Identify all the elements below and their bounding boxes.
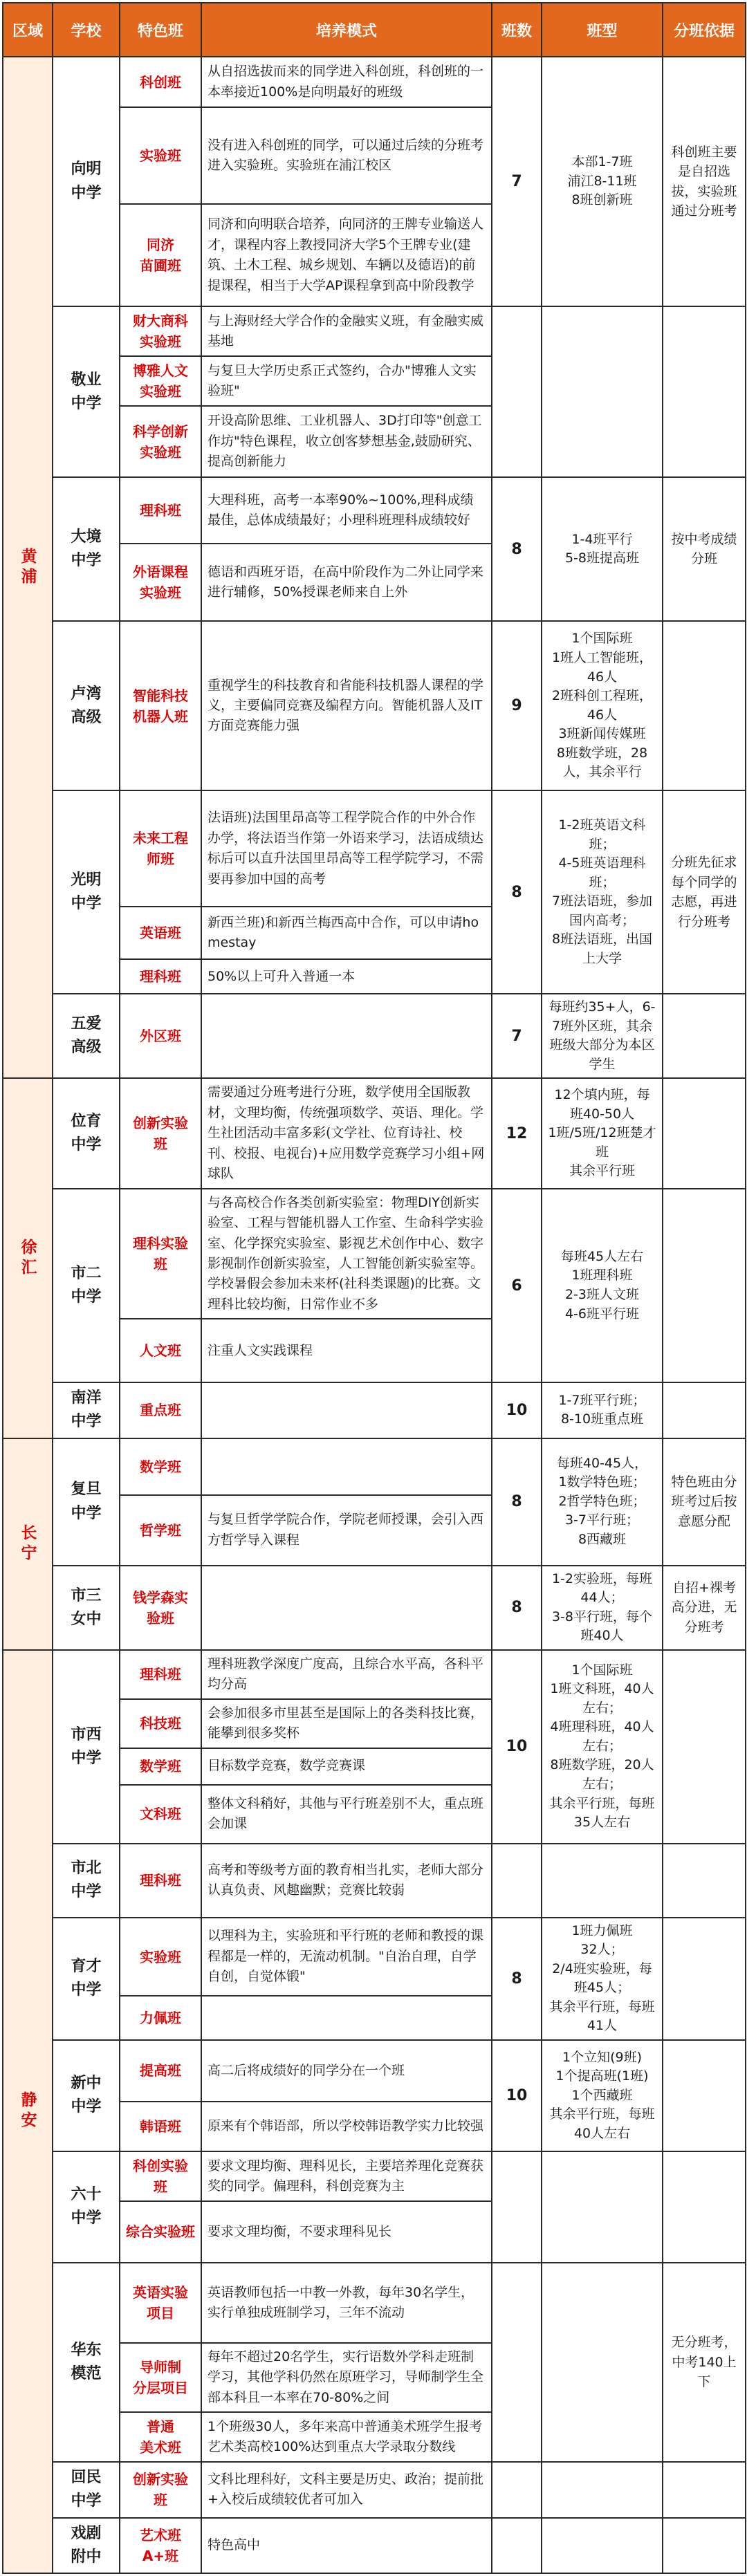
header-row bbox=[3, 3, 746, 57]
table-row bbox=[3, 1382, 746, 1438]
training-mode-cell: 与复旦哲学学院合作，学院老师授课，会引入西方哲学导入课程 bbox=[201, 1495, 492, 1566]
class-count-cell: 8 bbox=[492, 1566, 542, 1650]
table-row bbox=[3, 2518, 746, 2573]
district-cell: 静安 bbox=[3, 1650, 53, 2573]
training-mode-cell bbox=[201, 1566, 492, 1650]
feature-class-cell: 外区班 bbox=[120, 994, 201, 1078]
school-class-table bbox=[2, 2, 746, 2574]
training-mode-cell: 高考和等级考方面的教育相当扎实，老师大部分认真负责、风趣幽默；竞赛比较弱 bbox=[201, 1844, 492, 1918]
feature-class-cell: 理科班 bbox=[120, 1650, 201, 1699]
school-name-cell: 卢湾 高级 bbox=[53, 621, 120, 790]
class-count-cell: 8 bbox=[492, 790, 542, 994]
header-split-basis: 分班依据 bbox=[663, 3, 746, 57]
class-type-cell bbox=[542, 2151, 663, 2263]
feature-class-cell: 实验班 bbox=[120, 107, 201, 204]
school-name-cell: 新中 中学 bbox=[53, 2040, 120, 2151]
class-type-cell: 1个国际班 1班文科班，40人左右； 4班理科班，40人左右； 8班数学班，20人左右； 其余平行班，每班35人左右 bbox=[542, 1650, 663, 1844]
class-count-cell: 10 bbox=[492, 1382, 542, 1438]
split-basis-cell: 自招+裸考高分进，无分班考 bbox=[663, 1566, 746, 1650]
split-basis-cell bbox=[663, 1918, 746, 2040]
school-name-cell: 大境 中学 bbox=[53, 477, 120, 621]
feature-class-cell: 文科班 bbox=[120, 1785, 201, 1844]
class-count-cell bbox=[492, 2518, 542, 2573]
class-type-cell bbox=[542, 306, 663, 477]
table-row bbox=[3, 1078, 746, 1188]
class-count-cell bbox=[492, 2263, 542, 2462]
class-count-cell: 8 bbox=[492, 1918, 542, 2040]
training-mode-cell: 与复旦大学历史系正式签约，合办"博雅人文实验班" bbox=[201, 356, 492, 406]
split-basis-cell: 特色班由分班考过后按意愿分配 bbox=[663, 1438, 746, 1566]
table-row bbox=[3, 994, 746, 1078]
split-basis-cell bbox=[663, 1382, 746, 1438]
training-mode-cell: 法语班)法国里昂高等工程学院合作的中外合作办学，将法语当作第一外语来学习，法语成绩达标后可以直升法国里昂高等工程学院学习，不需要再参加中国的高考 bbox=[201, 790, 492, 907]
feature-class-cell: 人文班 bbox=[120, 1319, 201, 1382]
class-type-cell: 1个立知(9班) 1个提高班(1班) 1个西藏班 其余平行班，每班40人左右 bbox=[542, 2040, 663, 2151]
training-mode-cell: 注重人文实践课程 bbox=[201, 1319, 492, 1382]
school-name-cell: 华东 模范 bbox=[53, 2263, 120, 2462]
feature-class-cell: 英语班 bbox=[120, 907, 201, 959]
training-mode-cell: 同济和向明联合培养，向同济的王牌专业输送人才，课程内容上教授同济大学5个王牌专业(建筑、土木工程、城乡规划、车辆以及德语)的前提课程，相当于大学AP课程拿到高中阶段教学 bbox=[201, 204, 492, 306]
training-mode-cell: 以理科为主，实验班和平行班的老师和教授的课程都是一样的，无流动机制。"自治自理，自学自创，自觉体锻" bbox=[201, 1918, 492, 1996]
class-count-cell: 8 bbox=[492, 477, 542, 621]
feature-class-cell: 智能科技 机器人班 bbox=[120, 621, 201, 790]
table-row bbox=[3, 621, 746, 790]
split-basis-cell bbox=[663, 1189, 746, 1383]
table-row bbox=[3, 1189, 746, 1319]
school-name-cell: 市北 中学 bbox=[53, 1844, 120, 1918]
class-count-cell bbox=[492, 2151, 542, 2263]
feature-class-cell: 创新实验 班 bbox=[120, 2462, 201, 2517]
class-type-cell: 每班约35+人，6-7班外区班，其余班级大部分为本区学生 bbox=[542, 994, 663, 1078]
table-row bbox=[3, 1438, 746, 1495]
feature-class-cell: 科创实验 班 bbox=[120, 2151, 201, 2201]
class-type-cell: 1班力佩班 32人； 2/4班实验班，每班45人； 其余平行班，每班41人 bbox=[542, 1918, 663, 2040]
table-row bbox=[3, 2462, 746, 2517]
split-basis-cell: 无分班考，中考140上下 bbox=[663, 2263, 746, 2462]
school-name-cell: 戏剧 附中 bbox=[53, 2518, 120, 2573]
training-mode-cell bbox=[201, 1996, 492, 2040]
header-district: 区域 bbox=[3, 3, 53, 57]
feature-class-cell: 导师制 分层项目 bbox=[120, 2343, 201, 2412]
feature-class-cell: 财大商科 实验班 bbox=[120, 306, 201, 356]
class-count-cell: 12 bbox=[492, 1078, 542, 1188]
header-school: 学校 bbox=[53, 3, 120, 57]
split-basis-cell bbox=[663, 306, 746, 477]
feature-class-cell: 外语课程 实验班 bbox=[120, 544, 201, 621]
feature-class-cell: 艺术班 A+班 bbox=[120, 2518, 201, 2573]
table-row bbox=[3, 1918, 746, 1996]
feature-class-cell: 科学创新 实验班 bbox=[120, 406, 201, 477]
table-row bbox=[3, 2040, 746, 2102]
class-type-cell: 本部1-7班 浦江8-11班 8班创新班 bbox=[542, 57, 663, 306]
training-mode-cell: 没有进入科创班的同学，可以通过后续的分班考进入实验班。实验班在浦江校区 bbox=[201, 107, 492, 204]
school-name-cell: 六十 中学 bbox=[53, 2151, 120, 2263]
class-type-cell: 1-2班英语文科班； 4-5班英语理科班； 7班法语班，参加国内高考； 8班法语班，出国上大学 bbox=[542, 790, 663, 994]
training-mode-cell: 50%以上可升入普通一本 bbox=[201, 959, 492, 994]
feature-class-cell: 哲学班 bbox=[120, 1495, 201, 1566]
training-mode-cell: 1个班级30人，多年来高中普通美术班学生报考艺术类高校100%达到重点大学录取分数线 bbox=[201, 2412, 492, 2462]
class-type-cell: 每班45人左右 1班理科班 2-3班人文班 4-6班平行班 bbox=[542, 1189, 663, 1383]
training-mode-cell: 开设高阶思维、工业机器人、3D打印等"创意工作坊"特色课程，收立创客梦想基金,鼓励研究、提高创新能力 bbox=[201, 406, 492, 477]
class-type-cell: 1-7班平行班； 8-10班重点班 bbox=[542, 1382, 663, 1438]
feature-class-cell: 同济 苗圃班 bbox=[120, 204, 201, 306]
table-row bbox=[3, 57, 746, 107]
feature-class-cell: 科创班 bbox=[120, 57, 201, 107]
feature-class-cell: 实验班 bbox=[120, 1918, 201, 1996]
school-name-cell: 五爱 高级 bbox=[53, 994, 120, 1078]
split-basis-cell bbox=[663, 994, 746, 1078]
district-cell: 长宁 bbox=[3, 1438, 53, 1650]
training-mode-cell: 新西兰班)和新西兰梅西高中合作，可以申请homestay bbox=[201, 907, 492, 959]
training-mode-cell: 从自招选拔而来的同学进入科创班，科创班的一本率接近100%是向明最好的班级 bbox=[201, 57, 492, 107]
class-count-cell bbox=[492, 2462, 542, 2517]
split-basis-cell: 科创班主要是自招选拔，实验班通过分班考 bbox=[663, 57, 746, 306]
class-count-cell: 8 bbox=[492, 1438, 542, 1566]
table-row bbox=[3, 2263, 746, 2343]
split-basis-cell bbox=[663, 621, 746, 790]
feature-class-cell: 创新实验 班 bbox=[120, 1078, 201, 1188]
class-count-cell: 9 bbox=[492, 621, 542, 790]
school-name-cell: 回民 中学 bbox=[53, 2462, 120, 2517]
training-mode-cell: 高二后将成绩好的同学分在一个班 bbox=[201, 2040, 492, 2102]
school-name-cell: 光明 中学 bbox=[53, 790, 120, 994]
training-mode-cell: 会参加很多市里甚至是国际上的各类科技比赛，能攀到很多奖杯 bbox=[201, 1699, 492, 1748]
class-type-cell bbox=[542, 2518, 663, 2573]
school-name-cell: 位育 中学 bbox=[53, 1078, 120, 1188]
class-count-cell: 6 bbox=[492, 1189, 542, 1383]
training-mode-cell: 文科比理科好，文科主要是历史、政治；提前批+入校后成绩较优者可加入 bbox=[201, 2462, 492, 2517]
feature-class-cell: 科技班 bbox=[120, 1699, 201, 1748]
header-class-count: 班数 bbox=[492, 3, 542, 57]
district-cell: 黄浦 bbox=[3, 57, 53, 1078]
school-name-cell: 向明 中学 bbox=[53, 57, 120, 306]
training-mode-cell: 要求文理均衡、理科见长，主要培养理化竞赛获奖的同学。偏理科，科创竞赛为主 bbox=[201, 2151, 492, 2201]
training-mode-cell: 与上海财经大学合作的金融实义班，有金融实威基地 bbox=[201, 306, 492, 356]
feature-class-cell: 理科班 bbox=[120, 477, 201, 544]
training-mode-cell: 目标数学竞赛，数学竞赛课 bbox=[201, 1748, 492, 1785]
training-mode-cell: 英语教师包括一中教一外教，每年30名学生，实行单独成班制学习，三年不流动 bbox=[201, 2263, 492, 2343]
school-name-cell: 市西 中学 bbox=[53, 1650, 120, 1844]
table-body bbox=[3, 57, 746, 2573]
feature-class-cell: 数学班 bbox=[120, 1748, 201, 1785]
class-count-cell: 7 bbox=[492, 994, 542, 1078]
training-mode-cell: 德语和西班牙语，在高中阶段作为二外让同学来进行辅修，50%授课老师来自上外 bbox=[201, 544, 492, 621]
class-count-cell: 10 bbox=[492, 2040, 542, 2151]
class-type-cell: 每班40-45人， 1数学特色班； 2哲学特色班； 3-7平行班； 8西藏班 bbox=[542, 1438, 663, 1566]
split-basis-cell bbox=[663, 2518, 746, 2573]
split-basis-cell: 分班先征求每个同学的志愿，再进行分班考 bbox=[663, 790, 746, 994]
feature-class-cell: 钱学森实 验班 bbox=[120, 1566, 201, 1650]
training-mode-cell: 重视学生的科技教育和省能科技机器人课程的学义，主要偏同竞赛及编程方向。智能机器人及IT方面竞赛能力强 bbox=[201, 621, 492, 790]
feature-class-cell: 韩语班 bbox=[120, 2102, 201, 2151]
header-class-type: 班型 bbox=[542, 3, 663, 57]
district-cell: 徐汇 bbox=[3, 1078, 53, 1438]
class-type-cell bbox=[542, 2462, 663, 2517]
table-row bbox=[3, 1650, 746, 1699]
feature-class-cell: 理科班 bbox=[120, 959, 201, 994]
feature-class-cell: 提高班 bbox=[120, 2040, 201, 2102]
training-mode-cell bbox=[201, 994, 492, 1078]
class-count-cell bbox=[492, 1844, 542, 1918]
class-type-cell bbox=[542, 2263, 663, 2462]
feature-class-cell: 理科班 bbox=[120, 1844, 201, 1918]
class-count-cell: 10 bbox=[492, 1650, 542, 1844]
class-type-cell bbox=[542, 1844, 663, 1918]
table-row bbox=[3, 790, 746, 907]
class-type-cell: 1-2实验班，每班44人； 3-8平行班，每个班40人 bbox=[542, 1566, 663, 1650]
split-basis-cell bbox=[663, 1650, 746, 1844]
training-mode-cell: 每年不超过20名学生，实行语数外学科走班制学习，其他学科仍然在原班学习，导师制学生全部本科且一本率在70-80%之间 bbox=[201, 2343, 492, 2412]
class-count-cell: 7 bbox=[492, 57, 542, 306]
feature-class-cell: 普通 美术班 bbox=[120, 2412, 201, 2462]
split-basis-cell: 按中考成绩分班 bbox=[663, 477, 746, 621]
table-row bbox=[3, 1844, 746, 1918]
feature-class-cell: 英语实验 项目 bbox=[120, 2263, 201, 2343]
split-basis-cell bbox=[663, 1844, 746, 1918]
school-name-cell: 市二 中学 bbox=[53, 1189, 120, 1383]
training-mode-cell: 大理科班，高考一本率90%~100%,理科成绩最佳，总体成绩最好；小理科班理科成绩较好 bbox=[201, 477, 492, 544]
feature-class-cell: 力佩班 bbox=[120, 1996, 201, 2040]
split-basis-cell bbox=[663, 1078, 746, 1188]
feature-class-cell: 数学班 bbox=[120, 1438, 201, 1495]
feature-class-cell: 未来工程 师班 bbox=[120, 790, 201, 907]
class-type-cell: 1个国际班 1班人工智能班，46人 2班科创工程班，46人 3班新闻传媒班 8班数学班，28人，其余平行 bbox=[542, 621, 663, 790]
training-mode-cell: 原来有个韩语部，所以学校韩语教学实力比较强 bbox=[201, 2102, 492, 2151]
training-mode-cell: 与各高校合作各类创新实验室：物理DIY创新实验室、工程与智能机器人工作室、生命科学实验室、化学探究实验室、影视艺术创作中心、数字影视制作创新实验室，人工智能创新实验室等。学校暑假会参加未来杯(社科类课题)的比赛。文理科比较均衡，日常作业不多 bbox=[201, 1189, 492, 1319]
training-mode-cell: 整体文科稍好，其他与平行班差别不大，重点班会加课 bbox=[201, 1785, 492, 1844]
table-row bbox=[3, 306, 746, 356]
class-type-cell: 12个填内班，每班40-50人 1班/5班/12班楚才班 其余平行班 bbox=[542, 1078, 663, 1188]
school-name-cell: 育才 中学 bbox=[53, 1918, 120, 2040]
header-feature-class: 特色班 bbox=[120, 3, 201, 57]
class-count-cell bbox=[492, 306, 542, 477]
training-mode-cell: 要求文理均衡，不要求理科见长 bbox=[201, 2201, 492, 2263]
table-row bbox=[3, 2151, 746, 2201]
split-basis-cell bbox=[663, 2040, 746, 2151]
school-name-cell: 市三 女中 bbox=[53, 1566, 120, 1650]
training-mode-cell bbox=[201, 1382, 492, 1438]
training-mode-cell: 理科班教学深度广度高，且综合水平高，各科平均分高 bbox=[201, 1650, 492, 1699]
header-training-mode: 培养模式 bbox=[201, 3, 492, 57]
table-row bbox=[3, 477, 746, 544]
feature-class-cell: 综合实验班 bbox=[120, 2201, 201, 2263]
training-mode-cell bbox=[201, 1438, 492, 1495]
class-type-cell: 1-4班平行 5-8班提高班 bbox=[542, 477, 663, 621]
feature-class-cell: 理科实验 班 bbox=[120, 1189, 201, 1319]
feature-class-cell: 重点班 bbox=[120, 1382, 201, 1438]
school-name-cell: 复旦 中学 bbox=[53, 1438, 120, 1566]
feature-class-cell: 博雅人文 实验班 bbox=[120, 356, 201, 406]
table-row bbox=[3, 1566, 746, 1650]
split-basis-cell bbox=[663, 2151, 746, 2263]
split-basis-cell bbox=[663, 2462, 746, 2517]
training-mode-cell: 需要通过分班考进行分班，数学使用全国版教材，文理均衡，传统强项数学、英语、理化。学生社团活动丰富多彩(文学社、位育诗社、校刊、校报、电视台)+应用数学竞赛学习小组+网球队 bbox=[201, 1078, 492, 1188]
school-name-cell: 南洋 中学 bbox=[53, 1382, 120, 1438]
training-mode-cell: 特色高中 bbox=[201, 2518, 492, 2573]
school-name-cell: 敬业 中学 bbox=[53, 306, 120, 477]
